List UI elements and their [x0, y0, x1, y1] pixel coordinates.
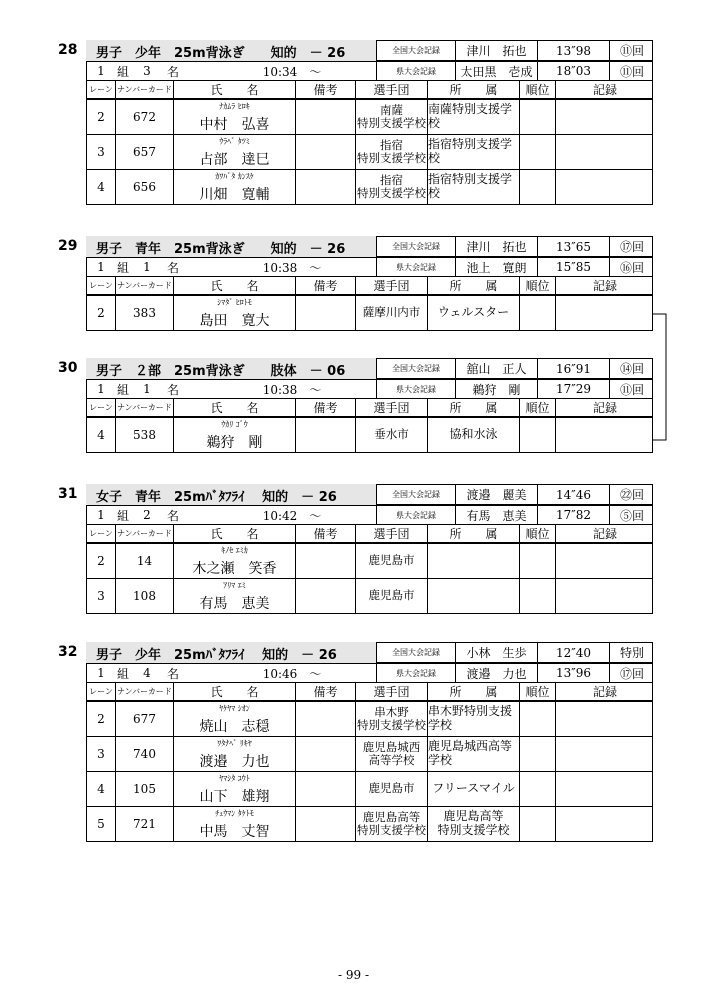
affiliation-line: 特別支援学校 [437, 823, 510, 837]
col-team: 選手団 [355, 277, 427, 294]
record-holder: 鵜狩 剛 [455, 380, 537, 398]
team-line: 特別支援学校 [357, 718, 426, 732]
col-record: 記録 [555, 683, 654, 700]
card-number: 383 [115, 296, 173, 330]
col-card: ナンバーカード [115, 683, 173, 700]
card-number: 672 [115, 100, 173, 134]
record-round: ⑭回 [609, 359, 654, 378]
record-label: 全国大会記録 [392, 46, 440, 55]
team-line: 高等学校 [368, 753, 415, 767]
page-number: - 99 - [337, 968, 369, 982]
record-holder: 太田黒 壱成 [455, 62, 537, 80]
event-number: 30 [58, 360, 78, 376]
record-time: 13″98 [537, 41, 609, 60]
record-round: ⑪回 [609, 41, 654, 60]
team-line: 特別支援学校 [357, 186, 426, 200]
heat-kumi-label: 組 [116, 260, 129, 275]
col-team: 選手団 [355, 81, 427, 98]
lane-number: 4 [97, 428, 105, 442]
heat-start-time: 10:34 ～ [262, 64, 322, 79]
record-time: 15″85 [537, 258, 609, 276]
heat-count: 1 [143, 382, 151, 396]
col-team: 選手団 [355, 525, 427, 542]
record-label: 県大会記録 [396, 510, 436, 520]
lane-number: 4 [97, 782, 105, 796]
athlete-kana: ｱﾘﾏ ｴﾐ [223, 581, 246, 590]
heat-kumi-label: 組 [116, 666, 129, 681]
record-label: 県大会記録 [396, 66, 436, 76]
col-rank: 順位 [519, 683, 555, 700]
col-card: ナンバーカード [115, 81, 173, 98]
heat-start-time: 10:38 ～ [262, 382, 322, 397]
affiliation-line: 指宿特別支援学校 [428, 172, 513, 200]
team-line: 鹿児島市 [368, 588, 415, 603]
heat-kumi-label: 組 [116, 64, 129, 79]
record-round: ㉒回 [609, 485, 654, 504]
affiliation-line: フリースマイル [432, 781, 515, 796]
col-lane: レーン [89, 529, 113, 538]
athlete-kana: ｼﾏﾀﾞ ﾋﾛﾄﾓ [217, 298, 252, 307]
heat-group: 1 [97, 508, 105, 522]
col-rank: 順位 [519, 81, 555, 98]
record-holder: 小林 生歩 [455, 643, 537, 662]
col-name: 氏 名 [173, 399, 295, 416]
lane-number: 3 [97, 589, 105, 603]
col-lane: レーン [89, 281, 113, 290]
event-number: 28 [58, 42, 78, 58]
lane-number: 2 [97, 110, 105, 124]
affiliation-line: 南薩特別支援学校 [428, 102, 513, 130]
col-remarks: 備考 [295, 683, 355, 700]
team-line: 特別支援学校 [357, 151, 426, 165]
record-time: 13″96 [537, 664, 609, 682]
heat-mei-label: 名 [166, 508, 179, 523]
record-label: 県大会記録 [396, 668, 436, 678]
heat-mei-label: 名 [166, 666, 179, 681]
athlete-name: 有馬 恵美 [199, 596, 270, 612]
team-line: 鹿児島城西 [362, 739, 421, 754]
record-round: ⑰回 [609, 664, 654, 682]
col-remarks: 備考 [295, 277, 355, 294]
athlete-name: 中馬 丈智 [199, 824, 270, 840]
record-round: ⑪回 [609, 62, 654, 80]
col-lane: レーン [89, 403, 113, 412]
heat-kumi-label: 組 [116, 382, 129, 397]
record-time: 14″46 [537, 485, 609, 504]
athlete-name: 中村 弘喜 [199, 117, 270, 133]
athlete-name: 木之瀬 笑香 [192, 561, 277, 577]
record-label: 全国大会記録 [392, 648, 440, 657]
lane-number: 4 [97, 180, 105, 194]
record-holder: 舘山 正人 [455, 359, 537, 378]
col-remarks: 備考 [295, 81, 355, 98]
card-number: 105 [115, 772, 173, 806]
team-line: 鹿児島高等 [362, 809, 421, 824]
lane-number: 5 [97, 817, 105, 831]
record-round: ⑪回 [609, 380, 654, 398]
team-line: 南薩 [380, 102, 403, 117]
team-line: 指宿 [380, 172, 403, 187]
affiliation-line: 指宿特別支援学校 [428, 137, 513, 165]
record-holder: 池上 寛朗 [455, 258, 537, 276]
lane-number: 2 [97, 554, 105, 568]
col-name: 氏 名 [173, 525, 295, 542]
event-title: 男子 青年 25m背泳ぎ 知的 － 26 [96, 242, 346, 257]
heat-group: 1 [97, 260, 105, 274]
event-number: 32 [58, 644, 78, 660]
heat-count: 1 [143, 260, 151, 274]
record-round: ⑤回 [609, 506, 654, 524]
team-line: 薩摩川内市 [362, 305, 421, 320]
athlete-kana: ﾅｶﾑﾗ ﾋﾛｷ [219, 102, 250, 111]
card-number: 740 [115, 737, 173, 771]
team-line: 鹿児島市 [368, 553, 415, 568]
athlete-name: 占部 達巳 [199, 152, 270, 168]
event-title: 女子 青年 25mﾊﾞﾀﾌﾗｲ 知的 － 26 [96, 490, 337, 505]
team-line: 指宿 [380, 137, 403, 152]
col-lane: レーン [89, 687, 113, 696]
team-line: 鹿児島市 [368, 781, 415, 796]
team-line: 垂水市 [374, 427, 409, 442]
record-holder: 渡邉 麗美 [455, 485, 537, 504]
col-affiliation: 所 属 [427, 683, 519, 700]
athlete-kana: ｳﾗﾍﾞ ﾀﾂﾐ [219, 137, 250, 146]
lane-number: 3 [97, 747, 105, 761]
affiliation-line: 協和水泳 [449, 427, 498, 442]
heat-count: 4 [143, 666, 151, 680]
col-lane: レーン [89, 85, 113, 94]
record-time: 17″82 [537, 506, 609, 524]
card-number: 538 [115, 418, 173, 452]
athlete-name: 焼山 志穏 [199, 719, 270, 735]
record-label: 県大会記録 [396, 384, 436, 394]
card-number: 657 [115, 135, 173, 169]
col-name: 氏 名 [173, 277, 295, 294]
affiliation-line: 串木野特別支援学校 [428, 704, 513, 732]
record-holder: 津川 拓也 [455, 41, 537, 60]
col-affiliation: 所 属 [427, 525, 519, 542]
card-number: 108 [115, 579, 173, 613]
athlete-kana: ﾁｭｳﾏﾝ ﾀｹﾄﾓ [215, 809, 254, 818]
record-holder: 有馬 恵美 [455, 506, 537, 524]
event-number: 31 [58, 486, 78, 502]
record-holder: 津川 拓也 [455, 237, 537, 256]
col-name: 氏 名 [173, 683, 295, 700]
record-label: 全国大会記録 [392, 490, 440, 499]
heat-mei-label: 名 [166, 260, 179, 275]
col-card: ナンバーカード [115, 277, 173, 294]
heat-count: 2 [143, 508, 151, 522]
record-time: 12″40 [537, 643, 609, 662]
col-name: 氏 名 [173, 81, 295, 98]
record-round: ⑯回 [609, 258, 654, 276]
athlete-name: 山下 雄翔 [199, 789, 270, 805]
athlete-name: 鵜狩 剛 [206, 435, 263, 451]
athlete-name: 川畑 寛輔 [199, 187, 270, 203]
event-title: 男子 少年 25m背泳ぎ 知的 － 26 [96, 46, 346, 61]
col-remarks: 備考 [295, 399, 355, 416]
athlete-kana: ﾜﾀﾅﾍﾞ ﾘｷﾔ [217, 739, 252, 748]
team-line: 特別支援学校 [357, 116, 426, 130]
heat-mei-label: 名 [166, 382, 179, 397]
record-time: 18″03 [537, 62, 609, 80]
col-record: 記録 [555, 277, 654, 294]
heat-count: 3 [143, 64, 151, 78]
heat-group: 1 [97, 382, 105, 396]
athlete-name: 渡邉 力也 [199, 754, 270, 770]
lane-number: 2 [97, 712, 105, 726]
record-time: 16″91 [537, 359, 609, 378]
col-card: ナンバーカード [115, 399, 173, 416]
athlete-kana: ｶﾜﾊﾞﾀ ｶﾝｽｹ [215, 172, 254, 181]
heat-start-time: 10:38 ～ [262, 260, 322, 275]
athlete-kana: ﾔﾏｼﾀ ﾕｳﾄ [219, 774, 250, 783]
lane-number: 2 [97, 306, 105, 320]
col-rank: 順位 [519, 277, 555, 294]
affiliation-line: 鹿児島高等 [443, 809, 504, 824]
card-number: 677 [115, 702, 173, 736]
col-record: 記録 [555, 81, 654, 98]
record-round: 特別 [609, 643, 654, 662]
affiliation-line: ウェルスター [437, 305, 510, 320]
record-label: 全国大会記録 [392, 242, 440, 251]
heat-group: 1 [97, 666, 105, 680]
heat-mei-label: 名 [166, 64, 179, 79]
heat-group: 1 [97, 64, 105, 78]
col-affiliation: 所 属 [427, 81, 519, 98]
col-affiliation: 所 属 [427, 277, 519, 294]
card-number: 721 [115, 807, 173, 841]
heat-start-time: 10:46 ～ [262, 666, 322, 681]
record-label: 全国大会記録 [392, 364, 440, 373]
record-round: ⑰回 [609, 237, 654, 256]
athlete-kana: ﾔｹﾔﾏ ｼｵﾝ [219, 704, 250, 713]
event-title: 男子 ２部 25m背泳ぎ 肢体 － 06 [96, 364, 346, 379]
col-team: 選手団 [355, 399, 427, 416]
team-line: 串木野 [374, 704, 409, 719]
heat-start-time: 10:42 ～ [262, 508, 322, 523]
col-remarks: 備考 [295, 525, 355, 542]
event-title: 男子 少年 25mﾊﾞﾀﾌﾗｲ 知的 － 26 [96, 648, 337, 663]
athlete-kana: ｷﾉｾ ｴﾐｶ [221, 546, 248, 555]
col-rank: 順位 [519, 525, 555, 542]
record-time: 13″65 [537, 237, 609, 256]
record-label: 県大会記録 [396, 262, 436, 272]
team-line: 特別支援学校 [357, 823, 426, 837]
heat-kumi-label: 組 [116, 508, 129, 523]
record-holder: 渡邉 力也 [455, 664, 537, 682]
col-record: 記録 [555, 525, 654, 542]
col-affiliation: 所 属 [427, 399, 519, 416]
athlete-kana: ｳｶﾘ ｺﾞｳ [221, 420, 248, 429]
lane-number: 3 [97, 145, 105, 159]
card-number: 14 [115, 544, 173, 578]
event-number: 29 [58, 238, 78, 254]
col-team: 選手団 [355, 683, 427, 700]
card-number: 656 [115, 170, 173, 204]
col-card: ナンバーカード [115, 525, 173, 542]
col-record: 記録 [555, 399, 654, 416]
affiliation-line: 鹿児島城西高等学校 [428, 739, 513, 767]
record-time: 17″29 [537, 380, 609, 398]
athlete-name: 島田 寛大 [199, 313, 270, 329]
col-rank: 順位 [519, 399, 555, 416]
